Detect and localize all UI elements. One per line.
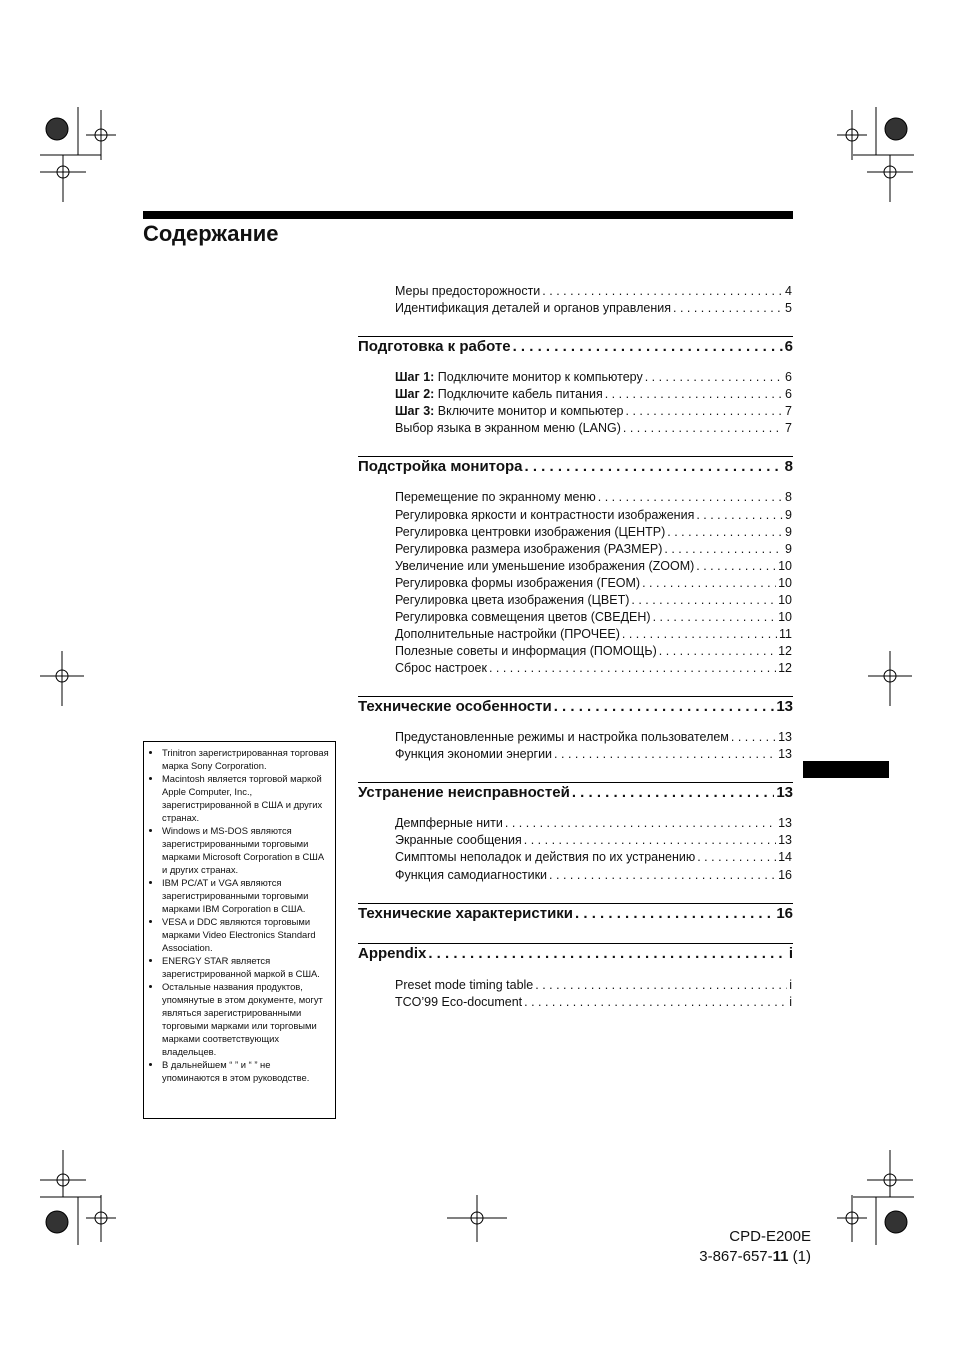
toc-entry-page: i xyxy=(789,978,792,992)
toc-entry-page: 10 xyxy=(778,559,792,573)
toc-entry-page: 9 xyxy=(785,525,792,539)
toc-entry-label: Меры предосторожности xyxy=(395,284,541,298)
toc-entry-label: Регулировка совмещения цветов (СВЕДЕН) xyxy=(395,610,651,624)
toc-entry-page: 9 xyxy=(785,508,792,522)
section-heading-label: Технические характеристики xyxy=(358,905,574,922)
trademark-note: • Macintosh является торговой маркой Apple Computer, Inc., зарегистрированной в США и других странах. xyxy=(162,772,329,824)
trademark-note: • VESA и DDC являются торговыми марками Video Electronics Standard Association. xyxy=(162,915,329,954)
toc-entry-label: Регулировка цвета изображения (ЦВЕТ) xyxy=(395,593,630,607)
section-heading-label: Технические особенности xyxy=(358,698,552,715)
trademark-note: • Остальные названия продуктов, упомянутые в этом документе, могут являться зарегистрированными торговыми марками или торговыми марками соответствующих владельцев. xyxy=(162,980,329,1058)
toc-entry-label: Увеличение или уменьшение изображения (ZOOM) xyxy=(395,559,695,573)
section-heading-page: 13 xyxy=(776,784,793,801)
toc-entry-label: Функция самодиагностики xyxy=(395,868,548,882)
toc-entry-page: 10 xyxy=(778,593,792,607)
toc-entry-page: 14 xyxy=(778,850,792,864)
toc-entry-label: Симптомы неполадок и действия по их устранению xyxy=(395,850,696,864)
toc-entry-page: 13 xyxy=(778,816,792,830)
toc-entry-page: 11 xyxy=(779,627,792,641)
toc-entry-label: Экранные сообщения xyxy=(395,833,522,847)
toc-entry-page: 4 xyxy=(785,284,792,298)
section-heading-label: Устранение неисправностей xyxy=(358,784,570,801)
toc-entry-page: 7 xyxy=(785,404,792,418)
trademark-note: • Trinitron зарегистрированная торговая марка Sony Corporation. xyxy=(162,746,329,772)
section-heading-page: 16 xyxy=(776,905,793,922)
toc-entry-page: 16 xyxy=(778,868,792,882)
toc-entry-label: Демпферные нити xyxy=(395,816,503,830)
toc-entry-page: 13 xyxy=(778,833,792,847)
toc-entry-label: Дополнительные настройки (ПРОЧЕЕ) xyxy=(395,627,620,641)
toc-entry-page: 12 xyxy=(778,644,792,658)
toc-entry-label: Функция экономии энергии xyxy=(395,747,553,761)
toc-entry-page: 12 xyxy=(778,661,792,675)
trademark-note: • Windows и MS-DOS являются зарегистрированными торговыми марками Microsoft Corporation в США и других странах. xyxy=(162,824,329,876)
toc-entry-page: 9 xyxy=(785,542,792,556)
toc-entry-page: 5 xyxy=(785,301,792,315)
toc-entry-page: 10 xyxy=(778,610,792,624)
section-heading-label: Подготовка к работе xyxy=(358,338,511,355)
section-heading-label: Appendix xyxy=(358,945,427,962)
toc-entry-label: Шаг 3: Включите монитор и компьютер xyxy=(395,404,624,418)
toc-entry-page: 10 xyxy=(778,576,792,590)
toc-entry-label: Регулировка яркости и контрастности изображения xyxy=(395,508,695,522)
toc-entry-label: Preset mode timing table xyxy=(395,978,534,992)
toc-entry-page: 6 xyxy=(785,387,792,401)
toc-entry-label: Шаг 1: Подключите монитор к компьютеру xyxy=(395,370,643,384)
section-heading-page: 13 xyxy=(776,698,793,715)
toc-entry-label: Регулировка центровки изображения (ЦЕНТР) xyxy=(395,525,666,539)
section-heading-page: 8 xyxy=(784,458,793,475)
toc-entry-label: Регулировка формы изображения (ГЕОМ) xyxy=(395,576,641,590)
toc-entry-label: TCO’99 Eco-document xyxy=(395,995,523,1009)
trademark-note: • В дальнейшем “ ” и “ ” не упоминаются в этом руководстве. xyxy=(162,1058,329,1084)
part-number: 3-867-657-11 (1) xyxy=(699,1248,811,1265)
toc-entry-label: Предустановленные режимы и настройка пользователем xyxy=(395,730,729,744)
toc-entry-label: Сброс настроек xyxy=(395,661,487,675)
toc-entry-label: Перемещение по экранному меню xyxy=(395,490,596,504)
section-heading-page: i xyxy=(788,945,793,962)
section-heading-label: Подстройка монитора xyxy=(358,458,523,475)
toc-entry-label: Идентификация деталей и органов управления xyxy=(395,301,671,315)
section-heading-page: 6 xyxy=(784,338,793,355)
toc-entry-label: Шаг 2: Подключите кабель питания xyxy=(395,387,603,401)
toc-entry-label: Полезные советы и информация (ПОМОЩЬ) xyxy=(395,644,657,658)
toc-entry-page: 13 xyxy=(778,747,792,761)
toc-entry-page: 13 xyxy=(778,730,792,744)
toc-entry-label: Выбор языка в экранном меню (LANG) xyxy=(395,421,621,435)
toc-entry-page: 6 xyxy=(785,370,792,384)
toc-entry-page: 8 xyxy=(785,490,792,504)
model-number: CPD-E200E xyxy=(729,1228,811,1245)
trademark-note: • IBM PC/AT и VGA являются зарегистрированными торговыми марками IBM Corporation в США. xyxy=(162,876,329,915)
toc-entry-page: i xyxy=(789,995,792,1009)
page-title: Содержание xyxy=(143,221,279,246)
trademark-note: • ENERGY STAR является зарегистрированной маркой в США. xyxy=(162,954,329,980)
toc-entry-page: 7 xyxy=(785,421,792,435)
toc-entry-label: Регулировка размера изображения (РАЗМЕР) xyxy=(395,542,663,556)
